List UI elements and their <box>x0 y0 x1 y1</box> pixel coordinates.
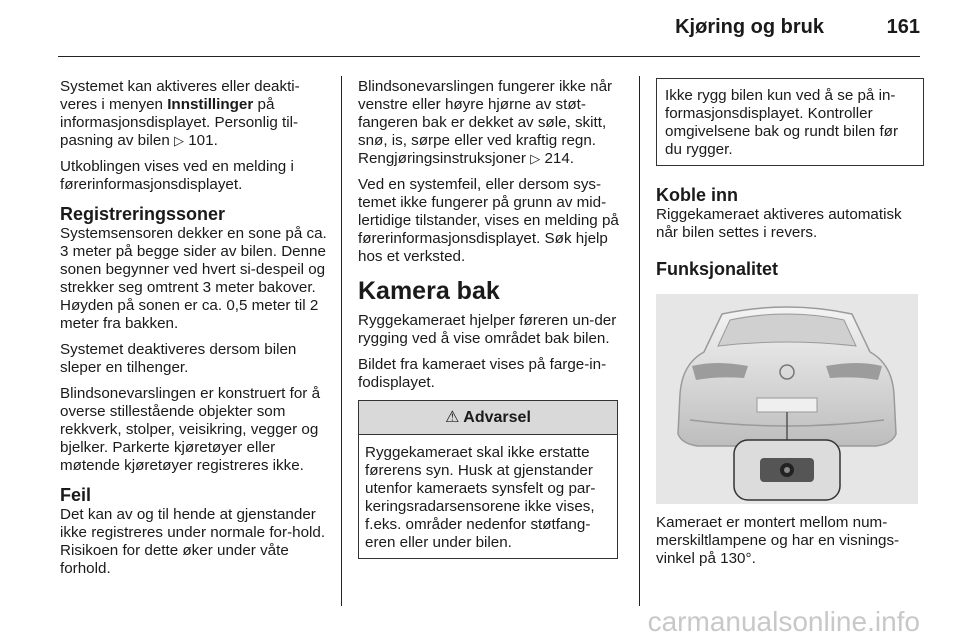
warning-header <box>359 401 617 435</box>
header-rule <box>58 56 920 57</box>
paragraph: Bildet fra kameraet vises på farge-in-fodisplayet. <box>358 356 607 391</box>
watermark: carmanualsonline.info <box>647 606 920 637</box>
paragraph: Kameraet er montert mellom num-merskiltlampene og har en visnings-vinkel på 130°. <box>656 514 900 567</box>
paragraph: Systemsensoren dekker en sone på ca. 3 meter på begge sider av bilen. Denne sonen begynner ved hvert si-despeil og strekker seg omtrent 3 meter bakover. Høyden på sonen er ca. 0,5 meter til 2 meter fra bakken. <box>60 225 327 332</box>
menu-name: Innstillinger <box>167 96 254 113</box>
heading-error: Feil <box>60 485 92 505</box>
heading-zones: Registreringssoner <box>60 204 226 224</box>
column-3 <box>656 78 920 576</box>
paragraph: Ved en systemfeil, eller dersom sys-temet ikke fungerer på grunn av mid-lertidige tilstander, vises en melding på førerinformasjonsdisplayet. Søk hjelp hos et verksted. <box>358 176 619 265</box>
heading-function: Funksjonalitet <box>656 259 779 279</box>
paragraph: Blindsonevarslingen er konstruert for å overse stillestående objekter som rekkverk, stolper, veisikring, vegger og bjelker. Parkerte kjøretøyer eller møtende kjøretøyer registreres ikke. <box>60 385 321 474</box>
page-reference-icon: ▷ <box>530 151 541 166</box>
page-reference[interactable]: 101. <box>188 132 218 149</box>
paragraph: Blindsonevarslingen fungerer ikke når venstre eller høyre hjørne av støt-fangeren bak er dekket av søle, skitt, snø, is, sørpe eller ved kraftig regn. Rengjøringsinstruksjoner ▷ 214. <box>358 78 613 167</box>
car-rear-image <box>656 294 918 504</box>
warning-text: Ryggekameraet skal ikke erstatte førerens syn. Husk at gjenstander utenfor kameraets synsfelt og par-keringsradarsensorene ikke vises, f.eks. områder nedenfor støtfang-eren eller under bilen. <box>365 444 596 551</box>
section-title: Kjøring og bruk <box>675 16 824 38</box>
warning-icon: ⚠ <box>445 409 460 426</box>
warning-box <box>358 400 618 559</box>
paragraph: Utkoblingen vises ved en melding i førerinformasjonsdisplayet. <box>60 158 294 193</box>
paragraph: Systemet kan aktiveres eller deakti-veres i menyen Innstillinger på informasjonsdisplayet. Personlig til-pasning av bilen ▷ 101. <box>60 78 300 149</box>
page-reference[interactable]: 214. <box>544 150 574 167</box>
column-2 <box>358 78 624 559</box>
column-divider <box>341 76 342 606</box>
rear-camera-illustration <box>656 294 918 504</box>
column-divider <box>639 76 640 606</box>
paragraph: Ryggekameraet hjelper føreren un-der rygging ved å vise området bak bilen. <box>358 312 617 347</box>
warning-title: Advarsel <box>463 409 531 426</box>
paragraph: Systemet deaktiveres dersom bilen sleper en tilhenger. <box>60 341 297 376</box>
heading-camera: Kamera bak <box>358 277 500 305</box>
column-1 <box>60 78 328 586</box>
page-number: 161 <box>886 16 920 38</box>
heading-activate: Koble inn <box>656 185 738 205</box>
paragraph: Riggekameraet aktiveres automatisk når bilen settes i revers. <box>656 206 902 241</box>
page-reference-icon: ▷ <box>174 133 184 148</box>
paragraph: Det kan av og til hende at gjenstander ikke registreres under normale for-hold. Risikoen for dette øker under våte forhold. <box>60 506 326 577</box>
note-box: Ikke rygg bilen kun ved å se på in-formasjonsdisplayet. Kontroller omgivelsene bak og rundt bilen før du rygger. <box>656 78 924 166</box>
